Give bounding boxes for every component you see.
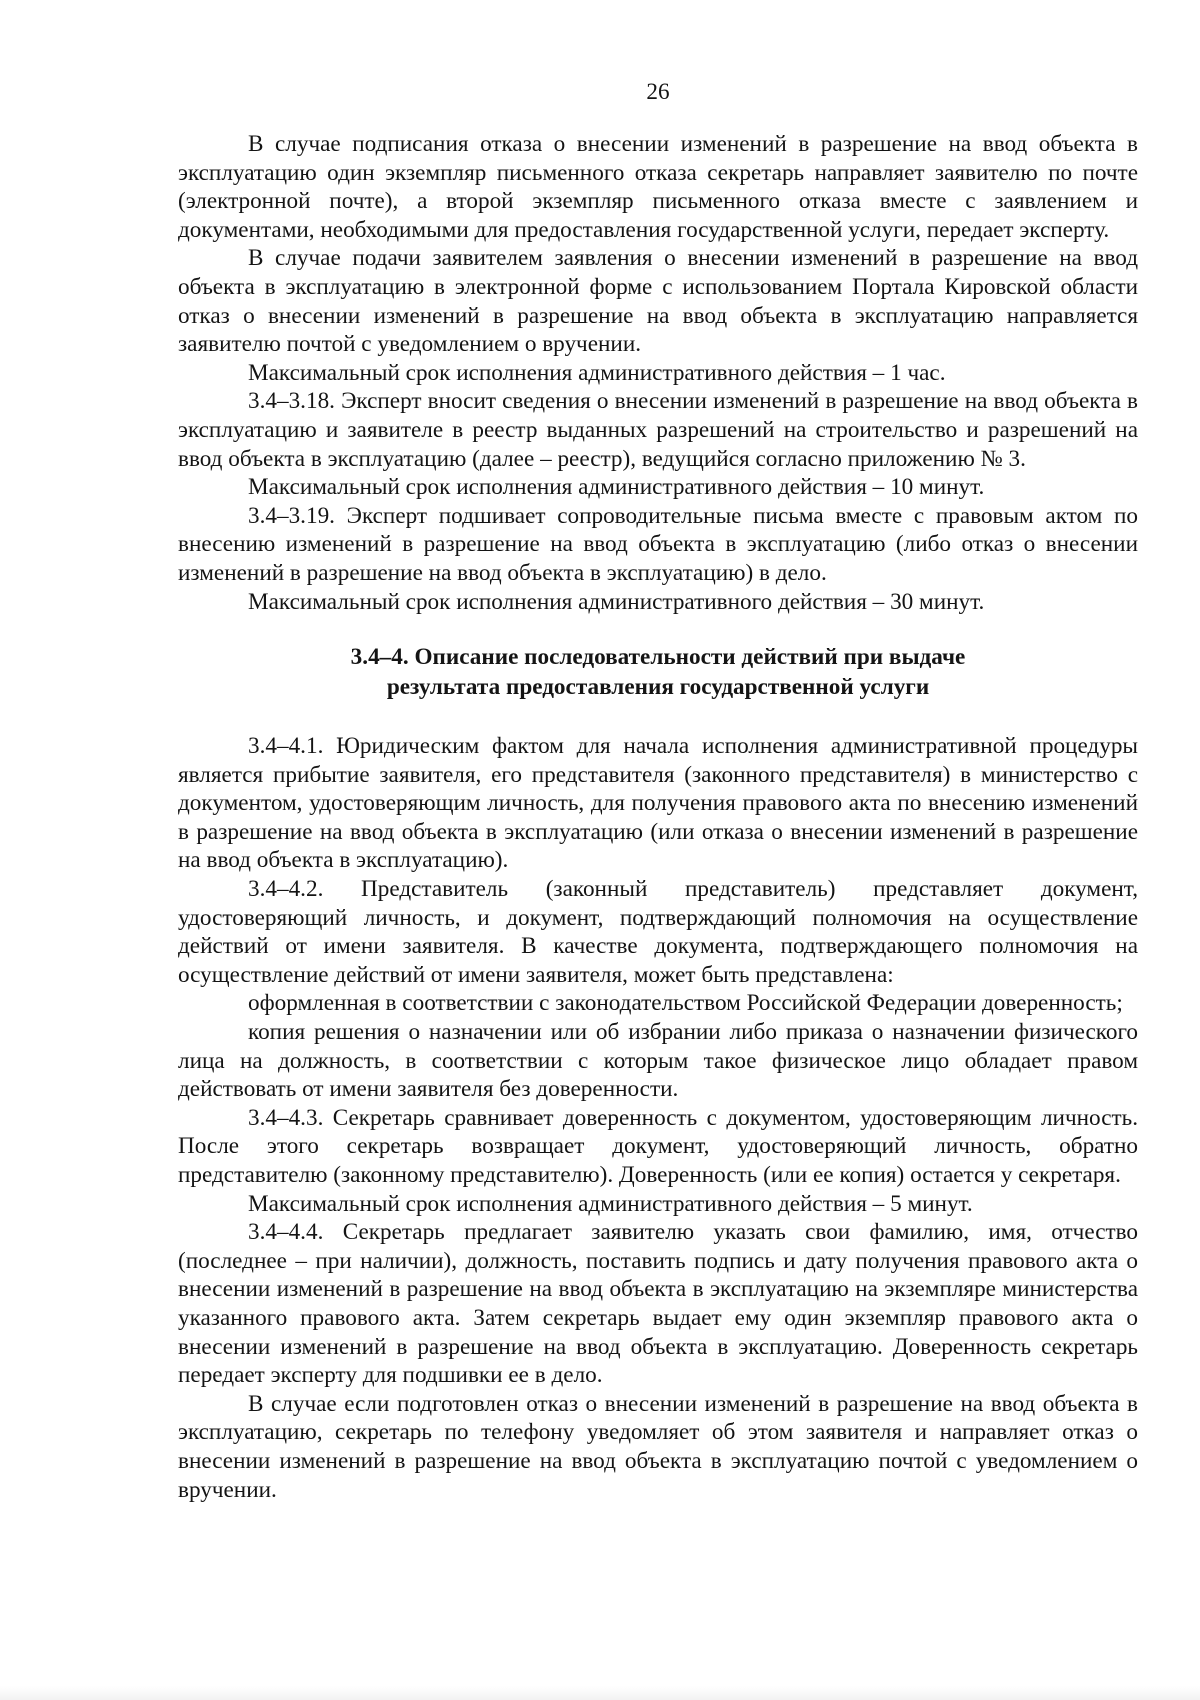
scan-bottom-edge bbox=[0, 1686, 1200, 1700]
paragraph-3-4-4-1: 3.4–4.1. Юридическим фактом для начала исполнения административной процедуры является прибытие заявителя, его представителя (законного представителя) в министерство с документом, удостоверяющим личность, для получения правового акта по внесению изменений в разрешение на ввод объекта в эксплуатацию (или отказа о внесении изменений в разрешение на ввод объекта в эксплуатацию). bbox=[178, 733, 1138, 874]
paragraph-max-time-10-min: Максимальный срок исполнения административного действия – 10 минут. bbox=[248, 474, 985, 501]
paragraph-3-4-3-19: 3.4–3.19. Эксперт подшивает сопроводительные письма вместе с правовым актом по внесению изменений в разрешение на ввод объекта в эксплуатацию (либо отказ о внесении изменений в разрешение на ввод объекта в эксплуатацию) в дело. bbox=[178, 502, 1138, 586]
section-heading-3-4-4 bbox=[178, 642, 1138, 702]
paragraph-electronic-application: В случае подачи заявителем заявления о внесении изменений в разрешение на ввод объекта в эксплуатацию в электронной форме с использованием Портала Кировской области отказ о внесении изменений в разрешение на ввод объекта в эксплуатацию направляется заявителю почтой с уведомлением о вручении. bbox=[178, 245, 1138, 358]
section-heading-line-2: результата предоставления государственной услуги bbox=[386, 674, 930, 701]
paragraph-power-of-attorney: оформленная в соответствии с законодательством Российской Федерации доверенность; bbox=[248, 990, 1123, 1017]
section-after-heading bbox=[178, 732, 1138, 1504]
paragraph-3-4-4-3: 3.4–4.3. Секретарь сравнивает доверенность с документом, удостоверяющим личность. После этого секретарь возвращает документ, удостоверяющий личность, обратно представителю (законному представителю). Доверенность (или ее копия) остается у секретаря. bbox=[178, 1104, 1138, 1188]
paragraph-refusal-copies: В случае подписания отказа о внесении изменений в разрешение на ввод объекта в эксплуатацию один экземпляр письменного отказа секретарь направляет заявителю по почте (электронной почте), а второй экземпляр письменного отказа вместе с заявлением и документами, необходимыми для предоставления государственной услуги, передает эксперту. bbox=[178, 131, 1138, 243]
paragraph-max-time-5-min: Максимальный срок исполнения административного действия – 5 минут. bbox=[248, 1190, 973, 1217]
paragraph-appointment-decision: копия решения о назначении или об избрании либо приказа о назначении физического лица на должность, в соответствии с которым такое физическое лицо обладает правом действовать от имени заявителя без доверенности. bbox=[178, 1019, 1138, 1103]
paragraph-max-time-30-min: Максимальный срок исполнения административного действия – 30 минут. bbox=[248, 588, 985, 615]
paragraph-3-4-4-2: 3.4–4.2. Представитель (законный представитель) представляет документ, удостоверяющий личность, и документ, подтверждающий полномочия на осуществление действий от имени заявителя. В качестве документа, подтверждающего полномочия на осуществление действий от имени заявителя, может быть представлена: bbox=[178, 876, 1138, 988]
page-number: 26 bbox=[646, 79, 670, 105]
paragraph-3-4-4-4: 3.4–4.4. Секретарь предлагает заявителю указать свои фамилию, имя, отчество (последнее – при наличии), должность, поставить подпись и дату получения правового акта о внесении изменений в разрешение на ввод объекта в эксплуатацию на экземпляре министерства указанного правового акта. Затем секретарь выдает ему один экземпляр правового акта о внесении изменений в разрешение на ввод объекта в эксплуатацию. Доверенность секретарь передает эксперту для подшивки ее в дело. bbox=[178, 1219, 1138, 1389]
section-before-heading bbox=[178, 130, 1138, 616]
paragraph-3-4-3-18: 3.4–3.18. Эксперт вносит сведения о внесении изменений в разрешение на ввод объекта в эксплуатацию и заявителе в реестр выданных разрешений на строительство и разрешений на ввод объекта в эксплуатацию (далее – реестр), ведущийся согласно приложению № 3. bbox=[178, 388, 1138, 472]
paragraph-max-time-1-hour: Максимальный срок исполнения административного действия – 1 час. bbox=[248, 359, 946, 386]
paragraph-refusal-notification: В случае если подготовлен отказ о внесении изменений в разрешение на ввод объекта в эксплуатацию, секретарь по телефону уведомляет об этом заявителя и направляет отказ о внесении изменений в разрешение на ввод объекта в эксплуатацию почтой с уведомлением о вручении. bbox=[178, 1390, 1138, 1503]
section-heading-line-1: 3.4–4. Описание последовательности действий при выдаче bbox=[350, 644, 966, 671]
